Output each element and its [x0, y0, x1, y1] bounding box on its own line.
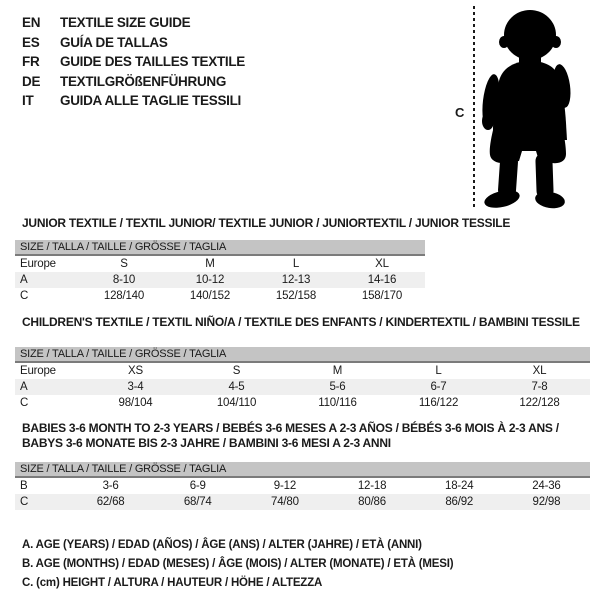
language-code: ES [22, 34, 40, 50]
table-row-age-months [15, 478, 590, 494]
value-cell: 128/140 [103, 290, 145, 302]
size-cell: XL [532, 365, 547, 377]
table-row-sizes [15, 256, 425, 272]
size-header-bar: SIZE / TALLA / TAILLE / GRÖSSE / TAGLIA [15, 462, 590, 478]
value-cell: 8-10 [112, 274, 136, 286]
baby-silhouette-icon [478, 8, 573, 213]
size-cell: S [232, 365, 241, 377]
table-row-height [15, 395, 590, 411]
value-cell: 116/122 [418, 397, 459, 409]
footnotes [22, 536, 453, 593]
row-label: B [20, 480, 28, 492]
value-cell: 18-24 [445, 480, 474, 492]
value-cell: 9-12 [273, 480, 297, 492]
language-row-en [22, 13, 245, 33]
language-label: TEXTILGRÖßENFÜHRUNG [60, 73, 227, 89]
value-cell: 12-18 [357, 480, 387, 492]
language-row-de [22, 72, 245, 92]
babies-section-title [22, 421, 559, 451]
value-cell: 74/80 [271, 496, 299, 508]
value-cell: 104/110 [216, 397, 257, 409]
size-cell: M [332, 365, 343, 377]
value-cell: 6-7 [430, 381, 447, 393]
region-label: Europe [20, 365, 56, 377]
value-cell: 80/86 [358, 496, 386, 508]
language-code: DE [22, 73, 41, 89]
babies-title-line2: BABYS 3-6 MONATE BIS 2-3 JAHRE / BAMBINI 3-6 MESI A 2-3 ANNI [22, 436, 391, 450]
region-label: Europe [20, 258, 56, 270]
row-label: A [20, 381, 28, 393]
size-cell: L [292, 258, 300, 270]
value-cell: 140/152 [189, 290, 231, 302]
row-label: A [20, 274, 28, 286]
language-row-es [22, 33, 245, 53]
language-label: TEXTILE SIZE GUIDE [60, 15, 191, 30]
value-cell: 7-8 [531, 381, 548, 393]
language-code: IT [22, 93, 34, 108]
height-measure-dashed-line [473, 6, 475, 209]
value-cell: 10-12 [195, 274, 225, 286]
value-cell: 68/74 [183, 496, 212, 508]
table-row-sizes [15, 363, 590, 379]
value-cell: 92/98 [532, 496, 561, 508]
language-code: FR [22, 54, 40, 69]
value-cell: 122/128 [519, 397, 560, 409]
value-cell: 152/158 [275, 290, 317, 302]
table-row-age [15, 379, 590, 395]
row-label: C [20, 397, 29, 409]
babies-title-line1: BABIES 3-6 MONTH TO 2-3 YEARS / BEBÉS 3-6 MESES A 2-3 AÑOS / BÉBÉS 3-6 MOIS À 2-3 ANS / [22, 421, 559, 435]
value-cell: 86/92 [445, 496, 474, 508]
children-section-title: CHILDREN'S TEXTILE / TEXTIL NIÑO/A / TEXTILE DES ENFANTS / KINDERTEXTIL / BAMBINI TESSILE [22, 315, 580, 329]
size-cell: M [205, 258, 215, 270]
value-cell: 98/104 [118, 397, 153, 409]
height-measure-label: C [455, 105, 465, 120]
language-row-it [22, 91, 245, 111]
size-cell: XS [128, 365, 143, 377]
value-cell: 4-5 [228, 381, 245, 393]
language-row-fr [22, 52, 245, 72]
value-cell: 3-6 [102, 480, 119, 492]
children-size-table [15, 347, 590, 411]
value-cell: 3-4 [127, 381, 144, 393]
junior-section-title: JUNIOR TEXTILE / TEXTIL JUNIOR/ TEXTILE JUNIOR / JUNIORTEXTIL / JUNIOR TESSILE [22, 216, 511, 230]
size-cell: L [435, 365, 442, 377]
language-label: GUIDE DES TAILLES TEXTILE [60, 54, 246, 69]
table-row-height [15, 494, 590, 510]
size-header-bar: SIZE / TALLA / TAILLE / GRÖSSE / TAGLIA [15, 240, 425, 256]
footnote-c: C. (cm) HEIGHT / ALTURA / HAUTEUR / HÖHE / ALTEZZA [22, 577, 323, 589]
babies-size-table [15, 462, 590, 510]
value-cell: 14-16 [367, 274, 397, 286]
table-row-age [15, 272, 425, 288]
row-label: C [20, 290, 29, 302]
junior-size-table [15, 240, 425, 304]
value-cell: 24-36 [532, 480, 561, 492]
table-row-height [15, 288, 425, 304]
size-cell: S [120, 258, 128, 270]
value-cell: 5-6 [329, 381, 346, 393]
value-cell: 158/170 [361, 290, 403, 302]
value-cell: 6-9 [189, 480, 206, 492]
language-header [22, 13, 245, 111]
footnote-a: A. AGE (YEARS) / EDAD (AÑOS) / ÂGE (ANS) / ALTER (JAHRE) / ETÀ (ANNI) [22, 539, 422, 551]
value-cell: 110/116 [318, 397, 357, 409]
footnote-b: B. AGE (MONTHS) / EDAD (MESES) / ÂGE (MOIS) / ALTER (MONATE) / ETÀ (MESI) [22, 558, 454, 570]
size-header-bar: SIZE / TALLA / TAILLE / GRÖSSE / TAGLIA [15, 347, 590, 363]
language-code: EN [22, 15, 41, 30]
language-label: GUÍA DE TALLAS [60, 34, 168, 50]
row-label: C [20, 496, 29, 508]
value-cell: 62/68 [96, 496, 125, 508]
language-label: GUIDA ALLE TAGLIE TESSILI [60, 93, 241, 108]
size-cell: XL [375, 258, 389, 270]
value-cell: 12-13 [281, 274, 311, 286]
